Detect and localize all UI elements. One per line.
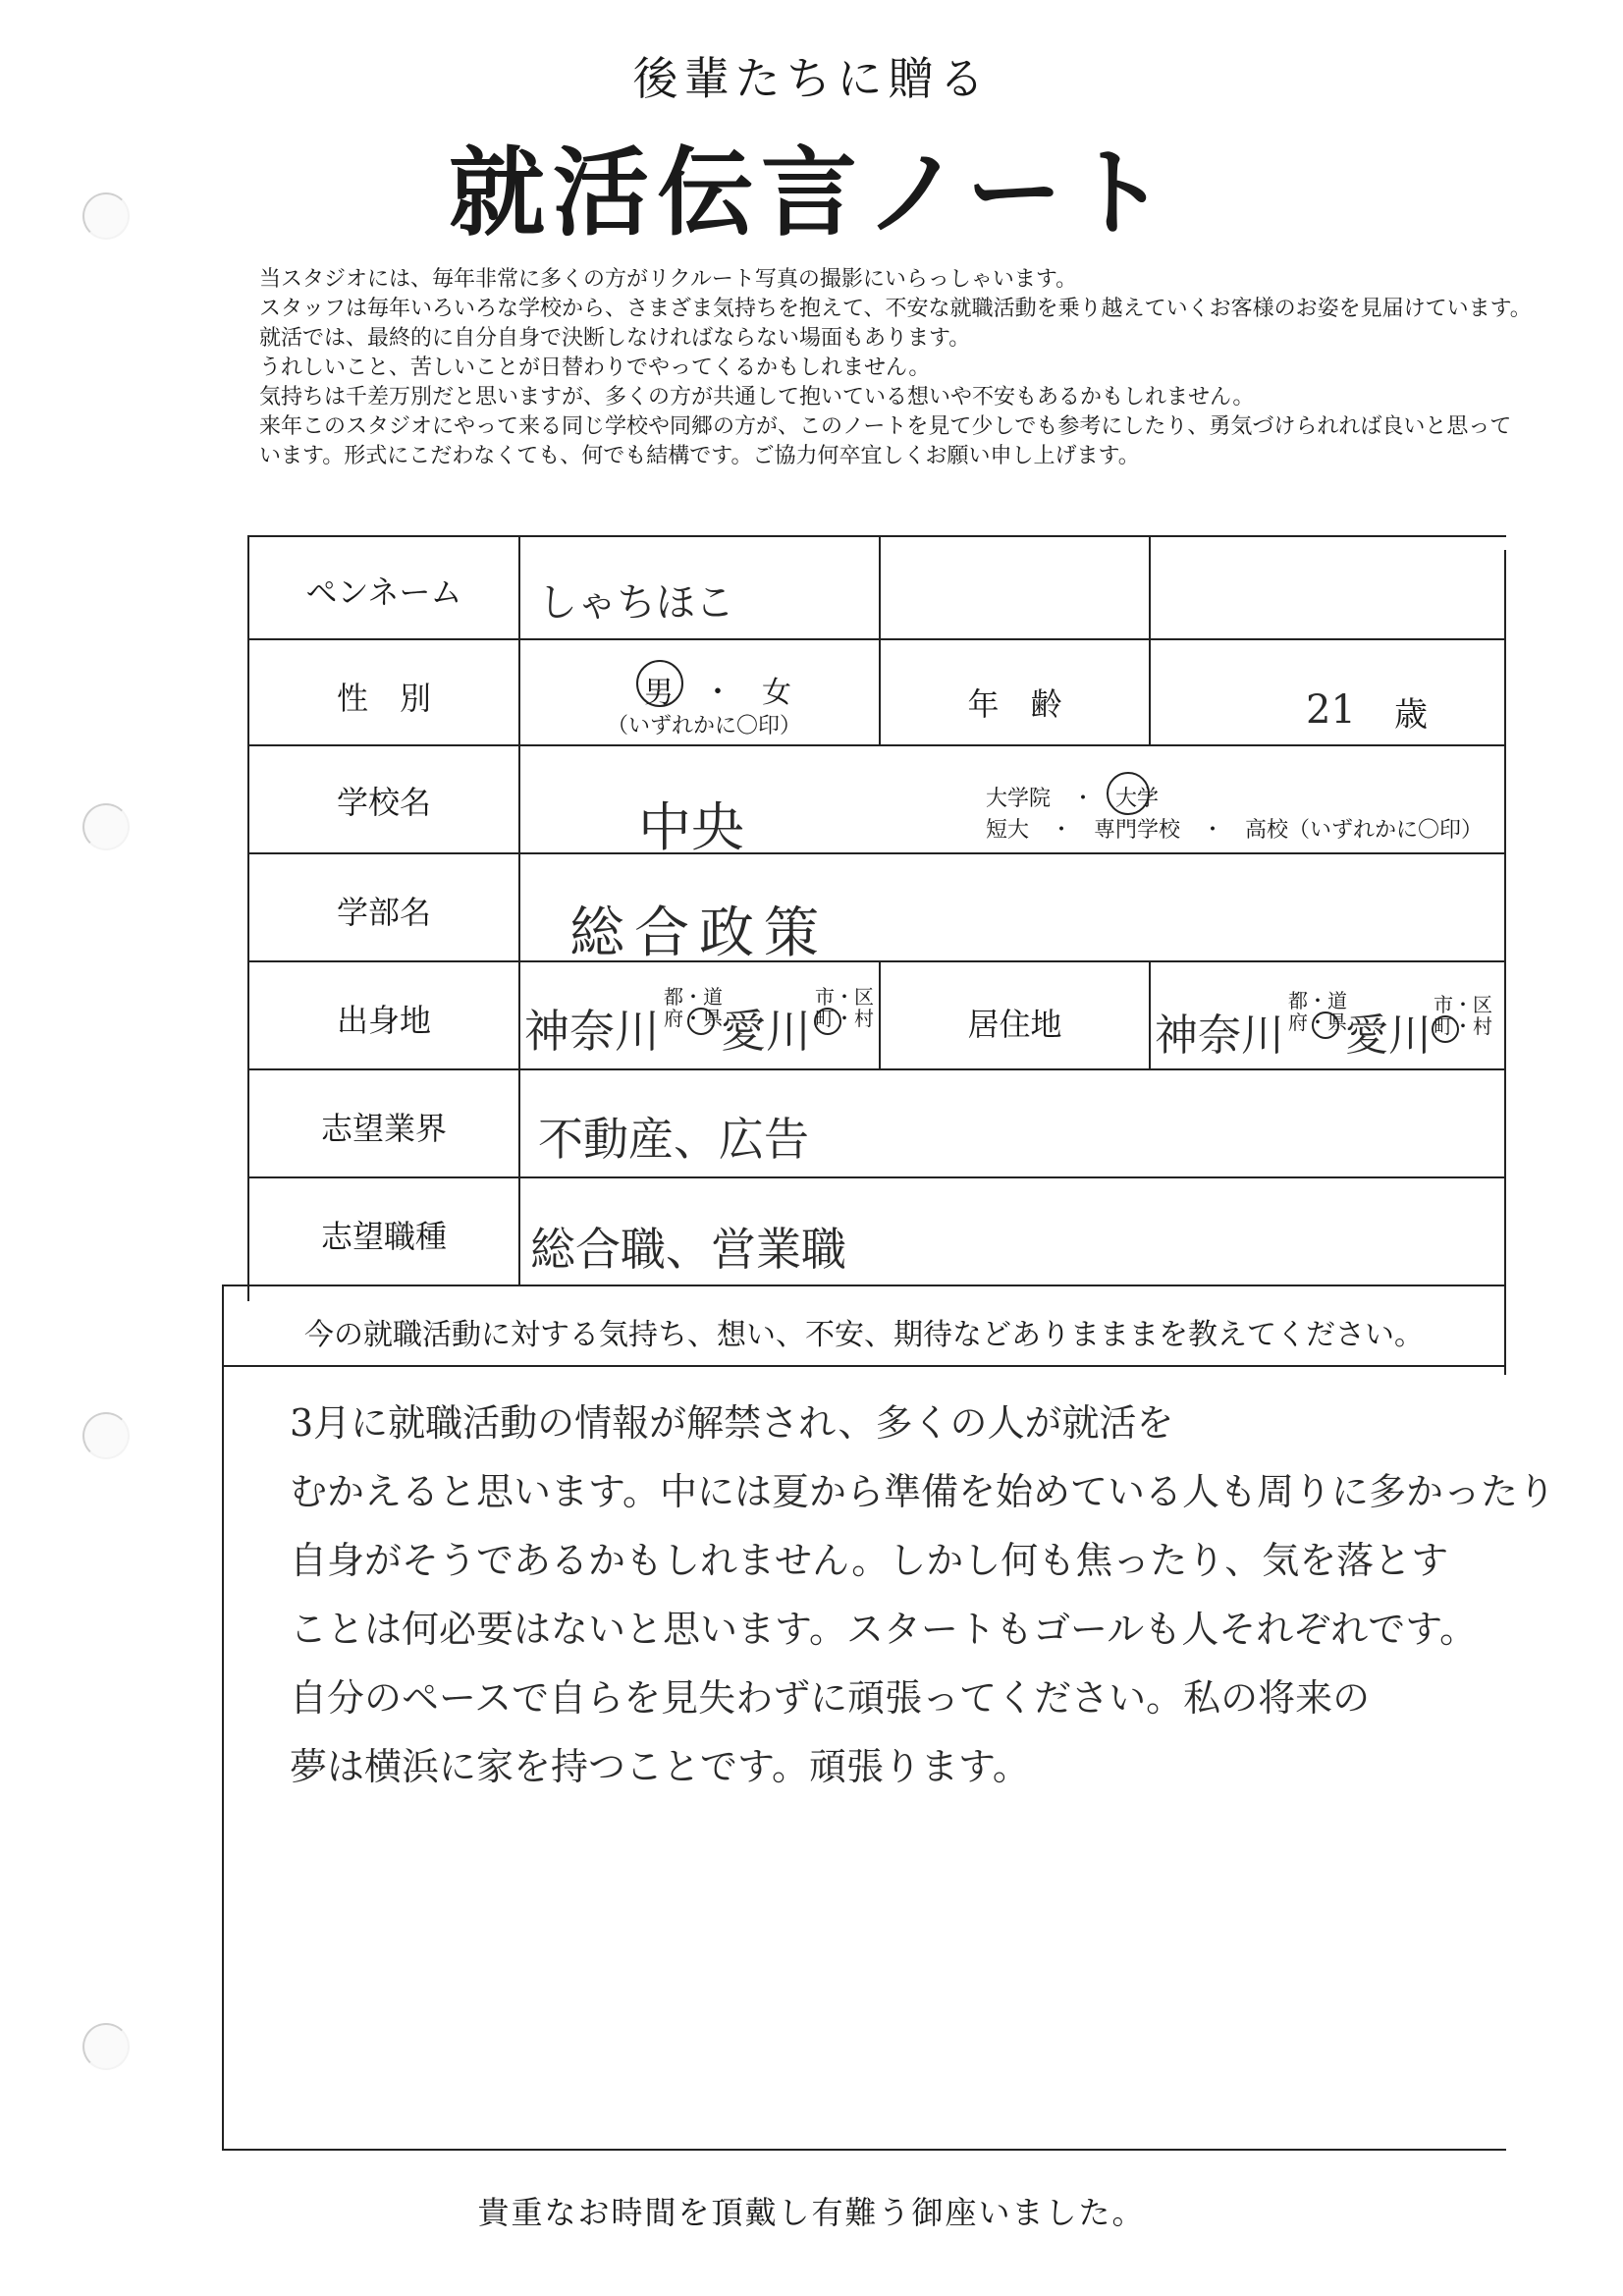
residence-prefecture: 神奈川 <box>1155 1011 1284 1061</box>
punch-hole <box>82 803 130 850</box>
hometown-prefecture: 神奈川 <box>524 1005 660 1058</box>
punch-hole <box>82 2023 130 2070</box>
pen-name-value: しゃちほこ <box>538 580 734 626</box>
intro-paragraph <box>259 265 1595 471</box>
intro-line: スタッフは毎年いろいろな学校から、さまざま気持ちを抱えて、不安な就職活動を乗り越えていくお客様のお姿を見届けています。 <box>259 297 1532 321</box>
selection-circle <box>1312 1011 1339 1039</box>
selection-circle <box>1432 1015 1459 1043</box>
job-label: 志望職種 <box>320 1218 447 1255</box>
selection-circle <box>687 1008 715 1035</box>
gender-label: 性 別 <box>336 680 431 717</box>
school-type-line2: 短大 ・ 専門学校 ・ 高校（いずれかに〇印） <box>986 818 1484 843</box>
subtitle: 後輩たちに贈る <box>632 52 991 105</box>
age-value: 21 <box>1306 687 1356 733</box>
intro-line: 気持ちは千差万別だと思いますが、多くの方が共通して抱いている想いや不安もあるかもしれません。 <box>259 385 1255 410</box>
punch-hole <box>82 1412 130 1459</box>
intro-line: 就活では、最終的に自分自身で決断しなければならない場面もあります。 <box>259 326 971 351</box>
selection-circle <box>814 1008 841 1035</box>
residence-label: 居住地 <box>967 1006 1062 1043</box>
industry-value: 不動産、広告 <box>538 1113 809 1166</box>
page-title: 就活伝言ノート <box>448 137 1175 249</box>
faculty-label: 学部名 <box>336 894 431 931</box>
essay-prompt: 今の就職活動に対する気持ち、想い、不安、期待などありまままを教えてください。 <box>304 1318 1424 1352</box>
school-type-line1: 大学院 ・ 大学 <box>986 787 1160 811</box>
footer-thanks: 貴重なお時間を頂戴し有難う御座いました。 <box>477 2194 1146 2231</box>
essay-line: 自分のペースで自らを見失わずに頑張ってください。私の将来の <box>290 1676 1371 1720</box>
prefecture-suffix: 都・道 府・県 <box>664 985 723 1030</box>
gender-note: （いずれかに〇印） <box>607 714 802 738</box>
age-label: 年 齢 <box>967 685 1062 723</box>
residence-city: 愛川 <box>1345 1011 1432 1061</box>
hometown-city: 愛川 <box>721 1005 811 1058</box>
intro-line: うれしいこと、苦しいことが日替わりでやってくるかもしれません。 <box>259 355 931 380</box>
city-suffix: 市・区 町・村 <box>815 985 874 1030</box>
faculty-value: 総合政策 <box>569 902 829 965</box>
pen-name-label: ペンネーム <box>305 574 462 611</box>
intro-line: 来年このスタジオにやって来る同じ学校や同郷の方が、このノートを見て少しでも参考にしたり、勇気づけられれば良いと思って <box>259 414 1512 439</box>
essay-line: むかえると思います。中には夏から準備を始めている人も周りに多かったり <box>290 1470 1555 1513</box>
essay-line: 夢は横浜に家を持つことです。頑張ります。 <box>290 1745 1030 1788</box>
school-value: 中央 <box>638 796 744 858</box>
essay-line: ことは何必要はないと思います。スタートもゴールも人それぞれです。 <box>290 1608 1478 1651</box>
age-unit: 歳 <box>1394 695 1428 735</box>
hometown-label: 出身地 <box>336 1002 431 1039</box>
city-suffix: 市・区 町・村 <box>1434 993 1492 1038</box>
essay-line: 自身がそうであるかもしれません。しかし何も焦ったり、気を落とす <box>290 1539 1449 1582</box>
intro-line: 当スタジオには、毎年非常に多くの方がリクルート写真の撮影にいらっしゃいます。 <box>259 267 1078 292</box>
industry-label: 志望業界 <box>320 1110 447 1147</box>
job-value: 総合職、営業職 <box>530 1223 846 1276</box>
gender-options: 男 ・ 女 <box>644 676 791 710</box>
prefecture-suffix: 都・道 府・県 <box>1288 989 1347 1034</box>
essay-line: 3月に就職活動の情報が解禁され、多くの人が就活を <box>290 1401 1174 1445</box>
school-label: 学校名 <box>336 784 431 821</box>
intro-line: います。形式にこだわなくても、何でも結構です。ご協力何卒宜しくお願い申し上げます。 <box>259 444 1140 468</box>
